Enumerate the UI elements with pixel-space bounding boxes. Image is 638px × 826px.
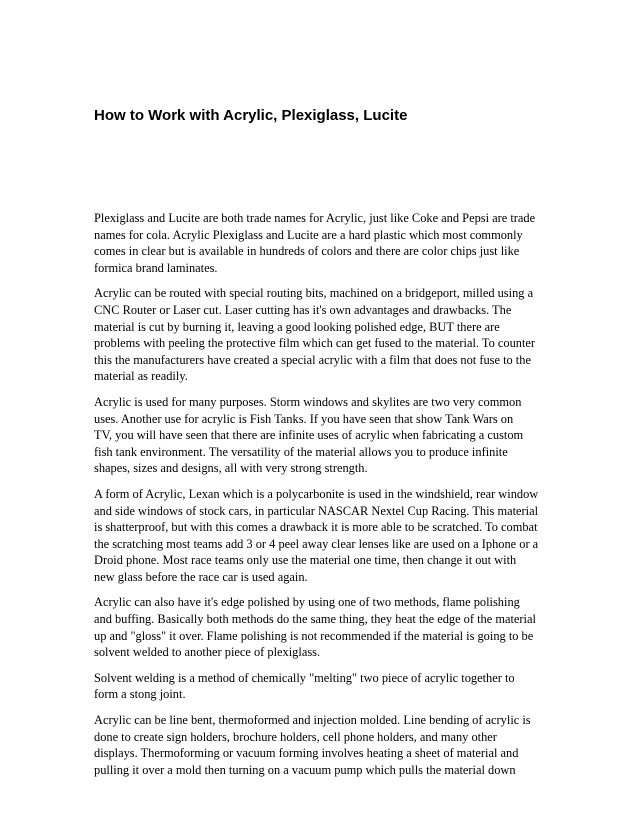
paragraph-2: Acrylic can be routed with special routing bits, machined on a bridgeport, milled using a CNC Router or Laser cut. Laser cutting has it's own advantages and drawbacks. The material is cut by burning it, leaving a good looking polished edge, BUT there are problems with peeling the protective film which can get fused to the material. To counter this the manufacturers have created a special acrylic with a film that does not fuse to the material as readily.: [94, 286, 536, 384]
document-title: How to Work with Acrylic, Plexiglass, Lucite: [94, 107, 408, 124]
paragraph-7: Acrylic can be line bent, thermoformed and injection molded. Line bending of acrylic is done to create sign holders, brochure holders, cell phone holders, and many other displays. Thermoforming or vacuum forming involves heating a sheet of material and pulling it over a mold then turning on a vacuum pump which pulls the material down: [94, 713, 531, 777]
document-body: [94, 210, 554, 787]
paragraph-6: Solvent welding is a method of chemically "melting" two piece of acrylic together to form a stong joint.: [94, 670, 515, 702]
paragraph-1: Plexiglass and Lucite are both trade names for Acrylic, just like Coke and Pepsi are trade names for cola. Acrylic Plexiglass and Lucite are a hard plastic which most commonly comes in clear but is available in hundreds of colors and there are color chips just like formica brand laminates.: [94, 211, 536, 275]
paragraph-4: A form of Acrylic, Lexan which is a polycarbonite is used in the windshield, rear window and side windows of stock cars, in particular NASCAR Nextel Cup Racing. This material is shatterproof, but with this comes a drawback it is more able to be scratched. To combat the scratching most teams add 3 or 4 peel away clear lenses like are used on a Iphone or a Droid phone. Most race teams only use the material one time, then change it out with new glass before the race car is used again.: [94, 486, 539, 584]
paragraph-3: Acrylic is used for many purposes. Storm windows and skylites are two very common uses. Another use for acrylic is Fish Tanks. If you have seen that show Tank Wars on TV, you will have seen that there are infinite uses of acrylic when fabricating a custom fish tank environment. The versatility of the material allows you to produce infinite shapes, sizes and designs, all with very strong strength.: [94, 394, 524, 476]
paragraph-5: Acrylic can also have it's edge polished by using one of two methods, flame polishing and buffing. Basically both methods do the same thing, they heat the edge of the material up and "gloss" it over. Flame polishing is not recommended if the material is going to be solvent welded to another piece of plexiglass.: [94, 595, 536, 660]
